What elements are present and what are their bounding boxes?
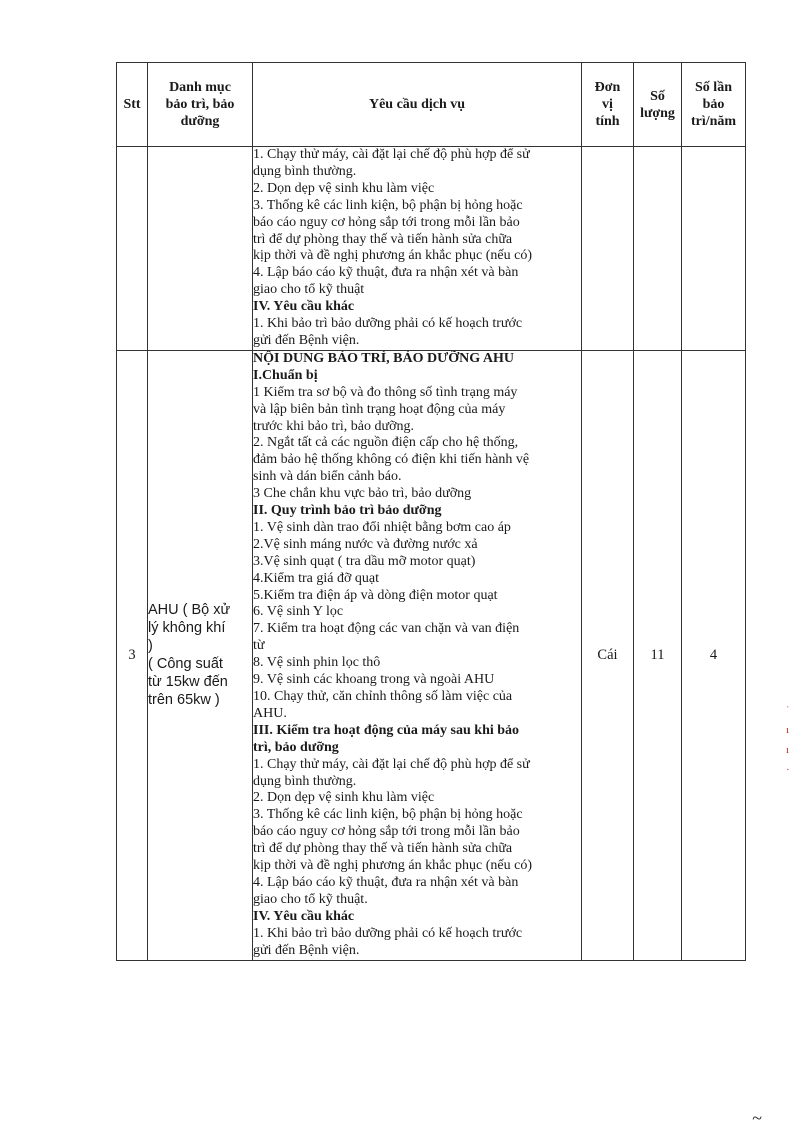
- text-line: 3. Thống kê các linh kiện, bộ phận bị hỏng hoặc: [253, 807, 523, 823]
- cell-quantity-empty: [634, 147, 682, 351]
- section-heading: I.Chuẩn bị: [253, 367, 318, 383]
- text-line: dụng bình thường.: [253, 163, 357, 179]
- category-line: từ 15kw đến: [148, 674, 228, 691]
- header-unit: [582, 63, 634, 147]
- cell-quantity: 11: [634, 350, 682, 960]
- cell-category-empty: [148, 147, 253, 351]
- text-line: 4. Lập báo cáo kỹ thuật, đưa ra nhận xét và bàn: [253, 874, 519, 890]
- cell-requirement: [253, 350, 582, 960]
- section-heading: IV. Yêu cầu khác: [253, 908, 355, 924]
- section-heading: IV. Yêu cầu khác: [253, 299, 355, 315]
- header-quantity-line: lượng: [640, 105, 675, 121]
- cell-unit-empty: [582, 147, 634, 351]
- section-heading: II. Quy trình bảo trì bảo dưỡng: [253, 503, 442, 519]
- text-line: báo cáo nguy cơ hỏng sắp tới trong mỗi lần bảo: [253, 214, 520, 230]
- text-line: trì để dự phòng thay thế và tiến hành sửa chữa: [253, 841, 513, 857]
- text-line: 3 Che chắn khu vực bảo trì, bảo dưỡng: [253, 486, 472, 502]
- maintenance-table: [116, 62, 746, 961]
- text-line: 5.Kiểm tra điện áp và dòng điện motor quạt: [253, 587, 498, 603]
- text-line: báo cáo nguy cơ hỏng sắp tới trong mỗi lần bảo: [253, 824, 520, 840]
- text-line: trước khi bảo trì, bảo dưỡng.: [253, 418, 415, 434]
- header-row: [117, 63, 746, 147]
- text-line: 1. Khi bảo trì bảo dưỡng phải có kế hoạch trước: [253, 925, 523, 941]
- text-line: 9. Vệ sinh các khoang trong và ngoài AHU: [253, 672, 495, 688]
- text-line: và lập biên bản tình trạng hoạt động của máy: [253, 401, 506, 417]
- text-line: 2. Dọn dẹp vệ sinh khu làm việc: [253, 790, 435, 806]
- header-quantity-line: Số: [650, 88, 665, 104]
- section-heading: III. Kiểm tra hoạt động của máy sau khi bảo: [253, 722, 520, 738]
- text-line: 2. Dọn dẹp vệ sinh khu làm việc: [253, 180, 435, 196]
- text-line: gửi đến Bệnh viện.: [253, 942, 360, 958]
- text-line: giao cho tổ kỹ thuật.: [253, 891, 368, 907]
- text-line: kịp thời và đề nghị phương án khắc phục (nếu có): [253, 248, 532, 264]
- text-line: 3. Thống kê các linh kiện, bộ phận bị hỏng hoặc: [253, 197, 523, 213]
- header-times: [682, 63, 746, 147]
- header-times-line: trì/năm: [690, 114, 737, 129]
- cell-requirement-continued: [253, 147, 582, 351]
- table-row-3: [117, 350, 746, 960]
- section-heading: NỘI DUNG BẢO TRÌ, BẢO DƯỠNG AHU: [253, 350, 514, 366]
- cell-unit: Cái: [582, 350, 634, 960]
- text-line: kịp thời và đề nghị phương án khắc phục (nếu có): [253, 858, 532, 874]
- text-line: 2. Ngắt tất cả các nguồn điện cấp cho hệ thống,: [253, 435, 519, 451]
- text-line: trì để dự phòng thay thế và tiến hành sửa chữa: [253, 231, 513, 247]
- text-line: 7. Kiểm tra hoạt động các van chặn và van điện: [253, 621, 520, 637]
- category-line: AHU ( Bộ xử: [148, 602, 231, 619]
- header-unit-line: tính: [595, 114, 620, 129]
- category-line: trên 65kw ): [148, 692, 220, 709]
- text-line: 1. Vệ sinh dàn trao đổi nhiệt bằng bơm cao áp: [253, 519, 511, 535]
- table-row-continued: [117, 147, 746, 351]
- category-line: ): [148, 638, 153, 655]
- text-line: 3.Vệ sinh quạt ( tra dầu mỡ motor quạt): [253, 553, 476, 569]
- header-times-line: Số lần: [695, 80, 732, 95]
- text-line: đảm bảo hệ thống không có điện khi tiến hành vệ: [253, 452, 530, 468]
- text-line: 6. Vệ sinh Y lọc: [253, 604, 344, 620]
- text-line: 4.Kiểm tra giá đỡ quạt: [253, 570, 379, 586]
- text-line: sinh và dán biển cảnh báo.: [253, 469, 402, 485]
- header-category-line: dưỡng: [180, 114, 220, 129]
- cell-category: [148, 350, 253, 960]
- header-times-line: bảo: [702, 97, 725, 112]
- cell-times: 4: [682, 350, 746, 960]
- header-category-line: Danh mục: [169, 80, 231, 95]
- header-unit-line: Đơn: [594, 80, 621, 95]
- text-line: 1. Chạy thử máy, cài đặt lại chế độ phù hợp để sử: [253, 756, 530, 772]
- text-line: gửi đến Bệnh viện.: [253, 332, 360, 348]
- header-category: [148, 63, 253, 147]
- text-line: 1 Kiểm tra sơ bộ và đo thông số tình trạng máy: [253, 384, 518, 400]
- text-line: 1. Khi bảo trì bảo dưỡng phải có kế hoạch trước: [253, 316, 523, 332]
- section-heading: trì, bảo dưỡng: [253, 739, 339, 755]
- cell-stt-empty: [117, 147, 148, 351]
- header-quantity: [634, 63, 682, 147]
- text-line: 2.Vệ sinh máng nước và đường nước xả: [253, 536, 478, 552]
- header-requirement: Yêu cầu dịch vụ: [253, 63, 582, 147]
- text-line: giao cho tổ kỹ thuật: [253, 282, 365, 298]
- text-line: 10. Chạy thử, căn chỉnh thông số làm việc của: [253, 689, 513, 704]
- header-category-line: bảo trì, bảo: [165, 97, 235, 112]
- header-unit-line: vị: [602, 97, 613, 112]
- category-line: lý không khí: [148, 620, 226, 637]
- header-stt: Stt: [117, 63, 148, 147]
- text-line: AHU.: [253, 705, 287, 721]
- text-line: 8. Vệ sinh phin lọc thô: [253, 655, 381, 671]
- margin-scribble: ˈ ı ı ·: [786, 704, 790, 776]
- text-line: từ: [253, 638, 265, 654]
- text-line: dụng bình thường.: [253, 773, 357, 789]
- text-line: 1. Chạy thử máy, cài đặt lại chế độ phù hợp để sử: [253, 147, 530, 162]
- cell-times-empty: [682, 147, 746, 351]
- initial-mark-icon: ~: [752, 1108, 762, 1128]
- text-line: 4. Lập báo cáo kỹ thuật, đưa ra nhận xét và bàn: [253, 265, 519, 281]
- cell-stt: 3: [117, 350, 148, 960]
- category-line: ( Công suất: [148, 656, 223, 673]
